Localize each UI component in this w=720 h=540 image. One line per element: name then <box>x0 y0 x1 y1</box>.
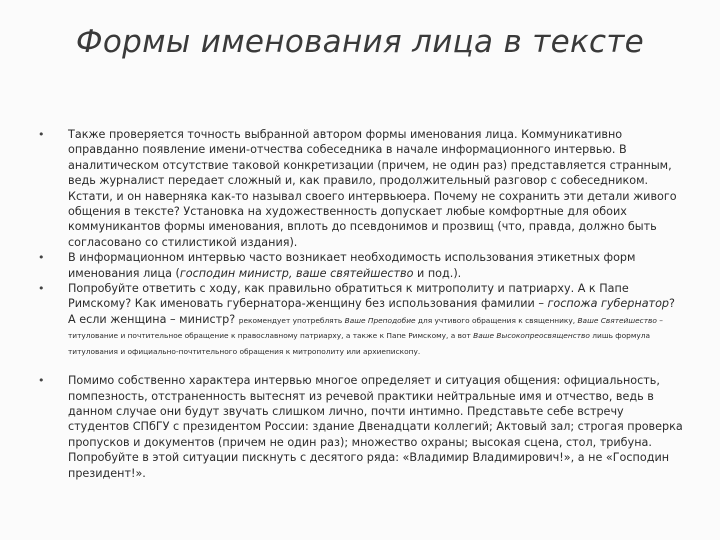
bullet-icon: • <box>38 282 45 296</box>
bullet-item-2 <box>38 250 683 281</box>
paragraph-2-lead: В информационном интервью часто возникает необходимость использования этикетных форм именования лица ( <box>68 251 636 280</box>
bullet-list <box>38 127 683 481</box>
bullet-icon: • <box>38 251 45 265</box>
footnote-emphasis-3: Ваше Высокопреосвященство <box>473 331 590 341</box>
paragraph-4: Помимо собственно характера интервью многое определяет и ситуация общения: официальность, помпезность, отстраненность вытеснят из речевой практики нейтральные имя и отчество, ведь в данном случае они будут звучать слишком лично, почти интимно. Представьте себе встречу студентов СПбГУ с президентом России: здание Двенадцати коллегий; Актовый зал; строгая проверка пропусков и документов (причем не один раз); множество охраны; высокая сцена, стол, трибуна. Попробуйте в этой ситуации пискнуть с десятого ряда: «Владимир Владимирович!», а не «Господин президент!». <box>68 374 683 480</box>
paragraph-3-mid: ? А если женщина – министр? <box>68 297 675 326</box>
slide-title: Формы именования лица в тексте <box>75 24 645 60</box>
bullet-icon: • <box>38 128 45 141</box>
paragraph-3-lead: Попробуйте ответить с ходу, как правильно обратиться к митрополиту и патриарху. А к Папе Римскому? Как именовать губернатора-женщину без использования фамилии – <box>68 282 629 311</box>
bullet-icon: • <box>38 374 45 388</box>
footnote-emphasis-1: Ваше Преподобие <box>344 315 416 325</box>
bullet-item-1 <box>38 127 683 250</box>
footnote-part-3: – титулованиe и почтительное обращение к православному патриарху, а также к Папе Римскому, а вот <box>68 315 663 341</box>
footnote-part-1: рекомендует употреблять <box>238 315 345 325</box>
paragraph-2-tail: и под.). <box>413 266 462 280</box>
paragraph-1: Также проверяется точность выбранной автором формы именования лица. Коммуникативно оправданно появление имени-отчества собеседника в начале информационного интервью. В аналитическом отсутствие таковой конкретизации (причем, не один раз) представляется странным, ведь журналист передает сложный и, как правило, продолжительный разговор с собеседником. Кстати, и он наверняка как-то называл своего интервьюера. Почему не сохранить эти детали живого общения в тексте? Установка на художественность допускает любые комфортные для обоих коммуникантов формы именования, вплоть до псевдонимов и прозвищ (что, правда, должно быть согласовано со стилистикой издания). <box>68 128 677 249</box>
bullet-item-3 <box>38 281 683 358</box>
footnote-emphasis-2: Ваше Святейшество <box>577 315 657 325</box>
paragraph-2-emphasis: господин министр, ваше святейшество <box>179 266 414 280</box>
footnote-part-4: лишь формула титулования и официально-почтительного обращения к митрополиту или архиепископу. <box>68 331 651 356</box>
footnote-part-2: для учтивого обращения к священнику, <box>415 315 578 325</box>
paragraph-3-emphasis: госпожа губернатор <box>547 297 670 311</box>
bullet-item-4 <box>38 373 683 481</box>
